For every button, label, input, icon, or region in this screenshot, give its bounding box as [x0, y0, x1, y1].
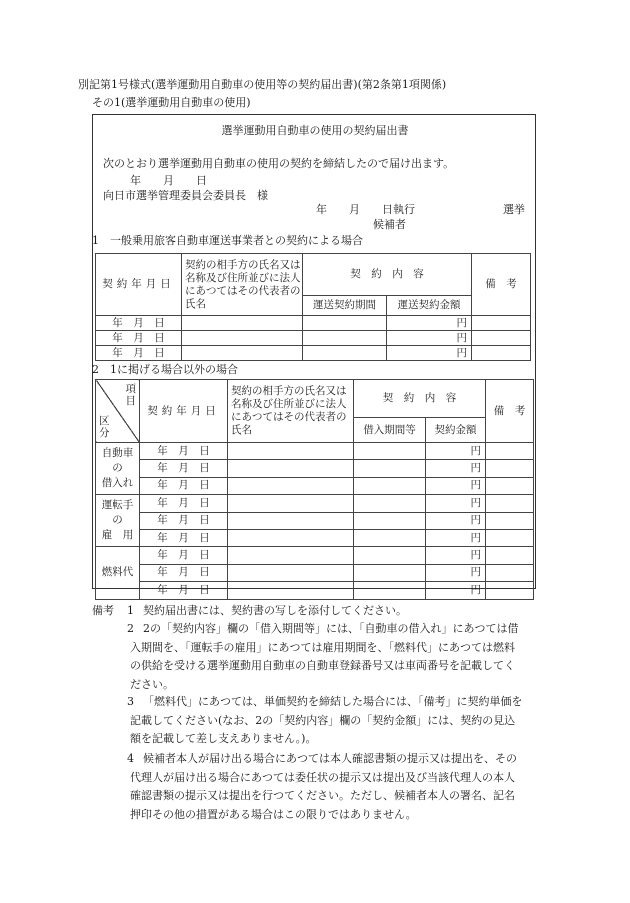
table-row — [96, 346, 531, 361]
s2-period-cell[interactable] — [354, 564, 426, 581]
s2-table-body — [96, 443, 534, 600]
s2-col-date: 契約年月日 — [140, 380, 228, 443]
s2-remarks-cell[interactable] — [486, 460, 534, 477]
section2-heading: 2 1に掲げる場合以外の場合 — [92, 363, 238, 376]
note-line: 押印その他の措置がある場合はこの限りではありません。 — [130, 807, 417, 821]
note-number: 3 — [127, 695, 134, 708]
s2-date-cell[interactable]: 年 月 日 — [140, 495, 228, 512]
table-row — [96, 316, 531, 331]
table-row — [96, 331, 531, 346]
s2-remarks-cell[interactable] — [486, 564, 534, 581]
s2-amount-cell[interactable]: 円 — [426, 547, 486, 564]
s1-remarks-cell[interactable] — [472, 346, 531, 361]
election-word: 選挙 — [503, 203, 525, 216]
s2-date-cell[interactable]: 年 月 日 — [140, 564, 228, 581]
s2-party-cell[interactable] — [228, 443, 354, 460]
section1-table — [95, 253, 531, 361]
s2-remarks-cell[interactable] — [486, 495, 534, 512]
form-number-heading: 別記第1号様式(選挙運動用自動車の使用等の契約届出書)(第2条第1項関係) — [78, 78, 447, 91]
table-row — [96, 582, 534, 599]
s2-date-cell[interactable]: 年 月 日 — [140, 582, 228, 599]
s2-party-cell[interactable] — [228, 564, 354, 581]
s2-period-cell[interactable] — [354, 477, 426, 494]
s2-amount-cell[interactable]: 円 — [426, 477, 486, 494]
s2-remarks-cell[interactable] — [486, 547, 534, 564]
s2-date-cell[interactable]: 年 月 日 — [140, 512, 228, 529]
note-line: ださい。 — [130, 677, 174, 691]
s2-period-cell[interactable] — [354, 495, 426, 512]
s2-amount-cell[interactable]: 円 — [426, 495, 486, 512]
note-line: 2の「契約内容」欄の「借入期間等」には、「自動車の借入れ」にあつては借 — [143, 622, 519, 635]
s2-amount-cell[interactable]: 円 — [426, 512, 486, 529]
s2-party-cell[interactable] — [228, 529, 354, 546]
note-line: の供給を受ける選挙運動用自動車の自動車登録番号又は車両番号を記載してく — [130, 659, 515, 672]
s1-party-cell[interactable] — [182, 331, 303, 346]
s1-period-cell[interactable] — [303, 331, 387, 346]
s2-col-amount: 契約金額 — [426, 418, 486, 443]
s1-party-cell[interactable] — [182, 346, 303, 361]
s1-date-cell[interactable]: 年 月 日 — [96, 316, 182, 331]
s2-remarks-cell[interactable] — [486, 512, 534, 529]
s1-period-cell[interactable] — [303, 346, 387, 361]
submission-date[interactable]: 年 月 日 — [130, 174, 207, 187]
s2-remarks-cell[interactable] — [486, 582, 534, 599]
s2-amount-cell[interactable]: 円 — [426, 460, 486, 477]
notes-label: 備考 — [92, 604, 114, 617]
s2-corner-cell — [96, 380, 140, 443]
s2-amount-cell[interactable]: 円 — [426, 443, 486, 460]
s2-date-cell[interactable]: 年 月 日 — [140, 460, 228, 477]
s2-amount-cell[interactable]: 円 — [426, 529, 486, 546]
note-line: 記載してください(なお、2の「契約内容」欄の「契約金額」には、契約の見込 — [130, 713, 516, 727]
table-row — [96, 495, 534, 512]
s1-col-party: 契約の相手方の氏名又は名称及び住所並びに法人にあつてはその代表者の氏名 — [182, 254, 303, 316]
s2-period-cell[interactable] — [354, 529, 426, 546]
s2-date-cell[interactable]: 年 月 日 — [140, 443, 228, 460]
s2-party-cell[interactable] — [228, 547, 354, 564]
s2-category-label: 運転手 の 雇 用 — [96, 495, 140, 547]
section2-table — [95, 379, 534, 600]
s1-date-cell[interactable]: 年 月 日 — [96, 331, 182, 346]
note-line: 代理人が届け出る場合にあつては委任状の提示又は提出及び当該代理人の本人 — [130, 770, 515, 784]
sub-form-heading: その1(選挙運動用自動車の使用) — [92, 96, 251, 109]
s2-remarks-cell[interactable] — [486, 443, 534, 460]
note-line: 「燃料代」にあつては、単価契約を締結した場合には、「備考」に契約単価を — [143, 695, 523, 708]
addressee: 向日市選挙管理委員会委員長 様 — [103, 189, 268, 202]
s2-col-party: 契約の相手方の氏名又は名称及び住所並びに法人にあつてはその代表者の氏名 — [228, 380, 354, 443]
s1-amount-cell[interactable]: 円 — [387, 346, 472, 361]
note-line: 額を記載して差し支えありません。)。 — [130, 732, 317, 745]
s1-remarks-cell[interactable] — [472, 331, 531, 346]
s2-category-label: 自動車 の 借入れ — [96, 443, 140, 495]
candidate-label: 候補者 — [373, 218, 406, 231]
s2-remarks-cell[interactable] — [486, 477, 534, 494]
s2-period-cell[interactable] — [354, 443, 426, 460]
table-row — [96, 512, 534, 529]
s2-party-cell[interactable] — [228, 460, 354, 477]
s2-period-cell[interactable] — [354, 512, 426, 529]
s1-date-cell[interactable]: 年 月 日 — [96, 346, 182, 361]
table-row — [96, 529, 534, 546]
s2-party-cell[interactable] — [228, 477, 354, 494]
s2-period-cell[interactable] — [354, 547, 426, 564]
s2-corner-category: 区 分 — [99, 415, 110, 439]
s1-party-cell[interactable] — [182, 316, 303, 331]
s1-col-date: 契約年月日 — [96, 254, 182, 316]
s1-remarks-cell[interactable] — [472, 316, 531, 331]
s1-col-amount: 運送契約金額 — [387, 296, 472, 316]
s2-corner-item: 項 目 — [125, 383, 136, 407]
form-title: 選挙運動用自動車の使用の契約届出書 — [221, 124, 409, 137]
s2-amount-cell[interactable]: 円 — [426, 582, 486, 599]
intro-text: 次のとおり選挙運動用自動車の使用の契約を締結したので届け出ます。 — [103, 157, 455, 170]
s2-party-cell[interactable] — [228, 512, 354, 529]
s1-col-period: 運送契約期間 — [303, 296, 387, 316]
table-row — [96, 477, 534, 494]
s2-date-cell[interactable]: 年 月 日 — [140, 547, 228, 564]
s1-col-remarks: 備 考 — [472, 254, 531, 316]
s1-col-contract: 契 約 内 容 — [303, 254, 472, 296]
s2-period-cell[interactable] — [354, 460, 426, 477]
s2-period-cell[interactable] — [354, 582, 426, 599]
s1-period-cell[interactable] — [303, 316, 387, 331]
table-row — [96, 564, 534, 581]
note-line: 契約届出書には、契約書の写しを添付してください。 — [143, 604, 407, 617]
s2-amount-cell[interactable]: 円 — [426, 564, 486, 581]
s1-amount-cell[interactable]: 円 — [387, 316, 472, 331]
s2-party-cell[interactable] — [228, 582, 354, 599]
note-number: 2 — [127, 622, 134, 635]
s2-col-contract: 契 約 内 容 — [354, 380, 486, 418]
section1-heading: 1 一般乗用旅客自動車運送事業者との契約による場合 — [92, 234, 363, 247]
s2-col-remarks: 備 考 — [486, 380, 534, 443]
s2-date-cell[interactable]: 年 月 日 — [140, 529, 228, 546]
table-row — [96, 547, 534, 564]
s2-col-period: 借入期間等 — [354, 418, 426, 443]
s2-party-cell[interactable] — [228, 495, 354, 512]
s2-category-label: 燃料代 — [96, 547, 140, 599]
table-row — [96, 443, 534, 460]
table-row — [96, 460, 534, 477]
s1-amount-cell[interactable]: 円 — [387, 331, 472, 346]
note-number: 4 — [127, 752, 134, 765]
note-line: 入期間を、「運転手の雇用」にあつては雇用期間を、「燃料代」にあつては燃料 — [130, 640, 515, 654]
note-number: 1 — [127, 604, 134, 617]
s2-date-cell[interactable]: 年 月 日 — [140, 477, 228, 494]
note-line: 確認書類の提示又は提出を行つてください。ただし、候補者本人の署名、記名 — [130, 789, 515, 802]
note-line: 候補者本人が届け出る場合にあつては本人確認書類の提示又は提出を、その — [143, 752, 517, 765]
s2-remarks-cell[interactable] — [486, 529, 534, 546]
election-date[interactable]: 年 月 日執行 — [316, 203, 415, 216]
